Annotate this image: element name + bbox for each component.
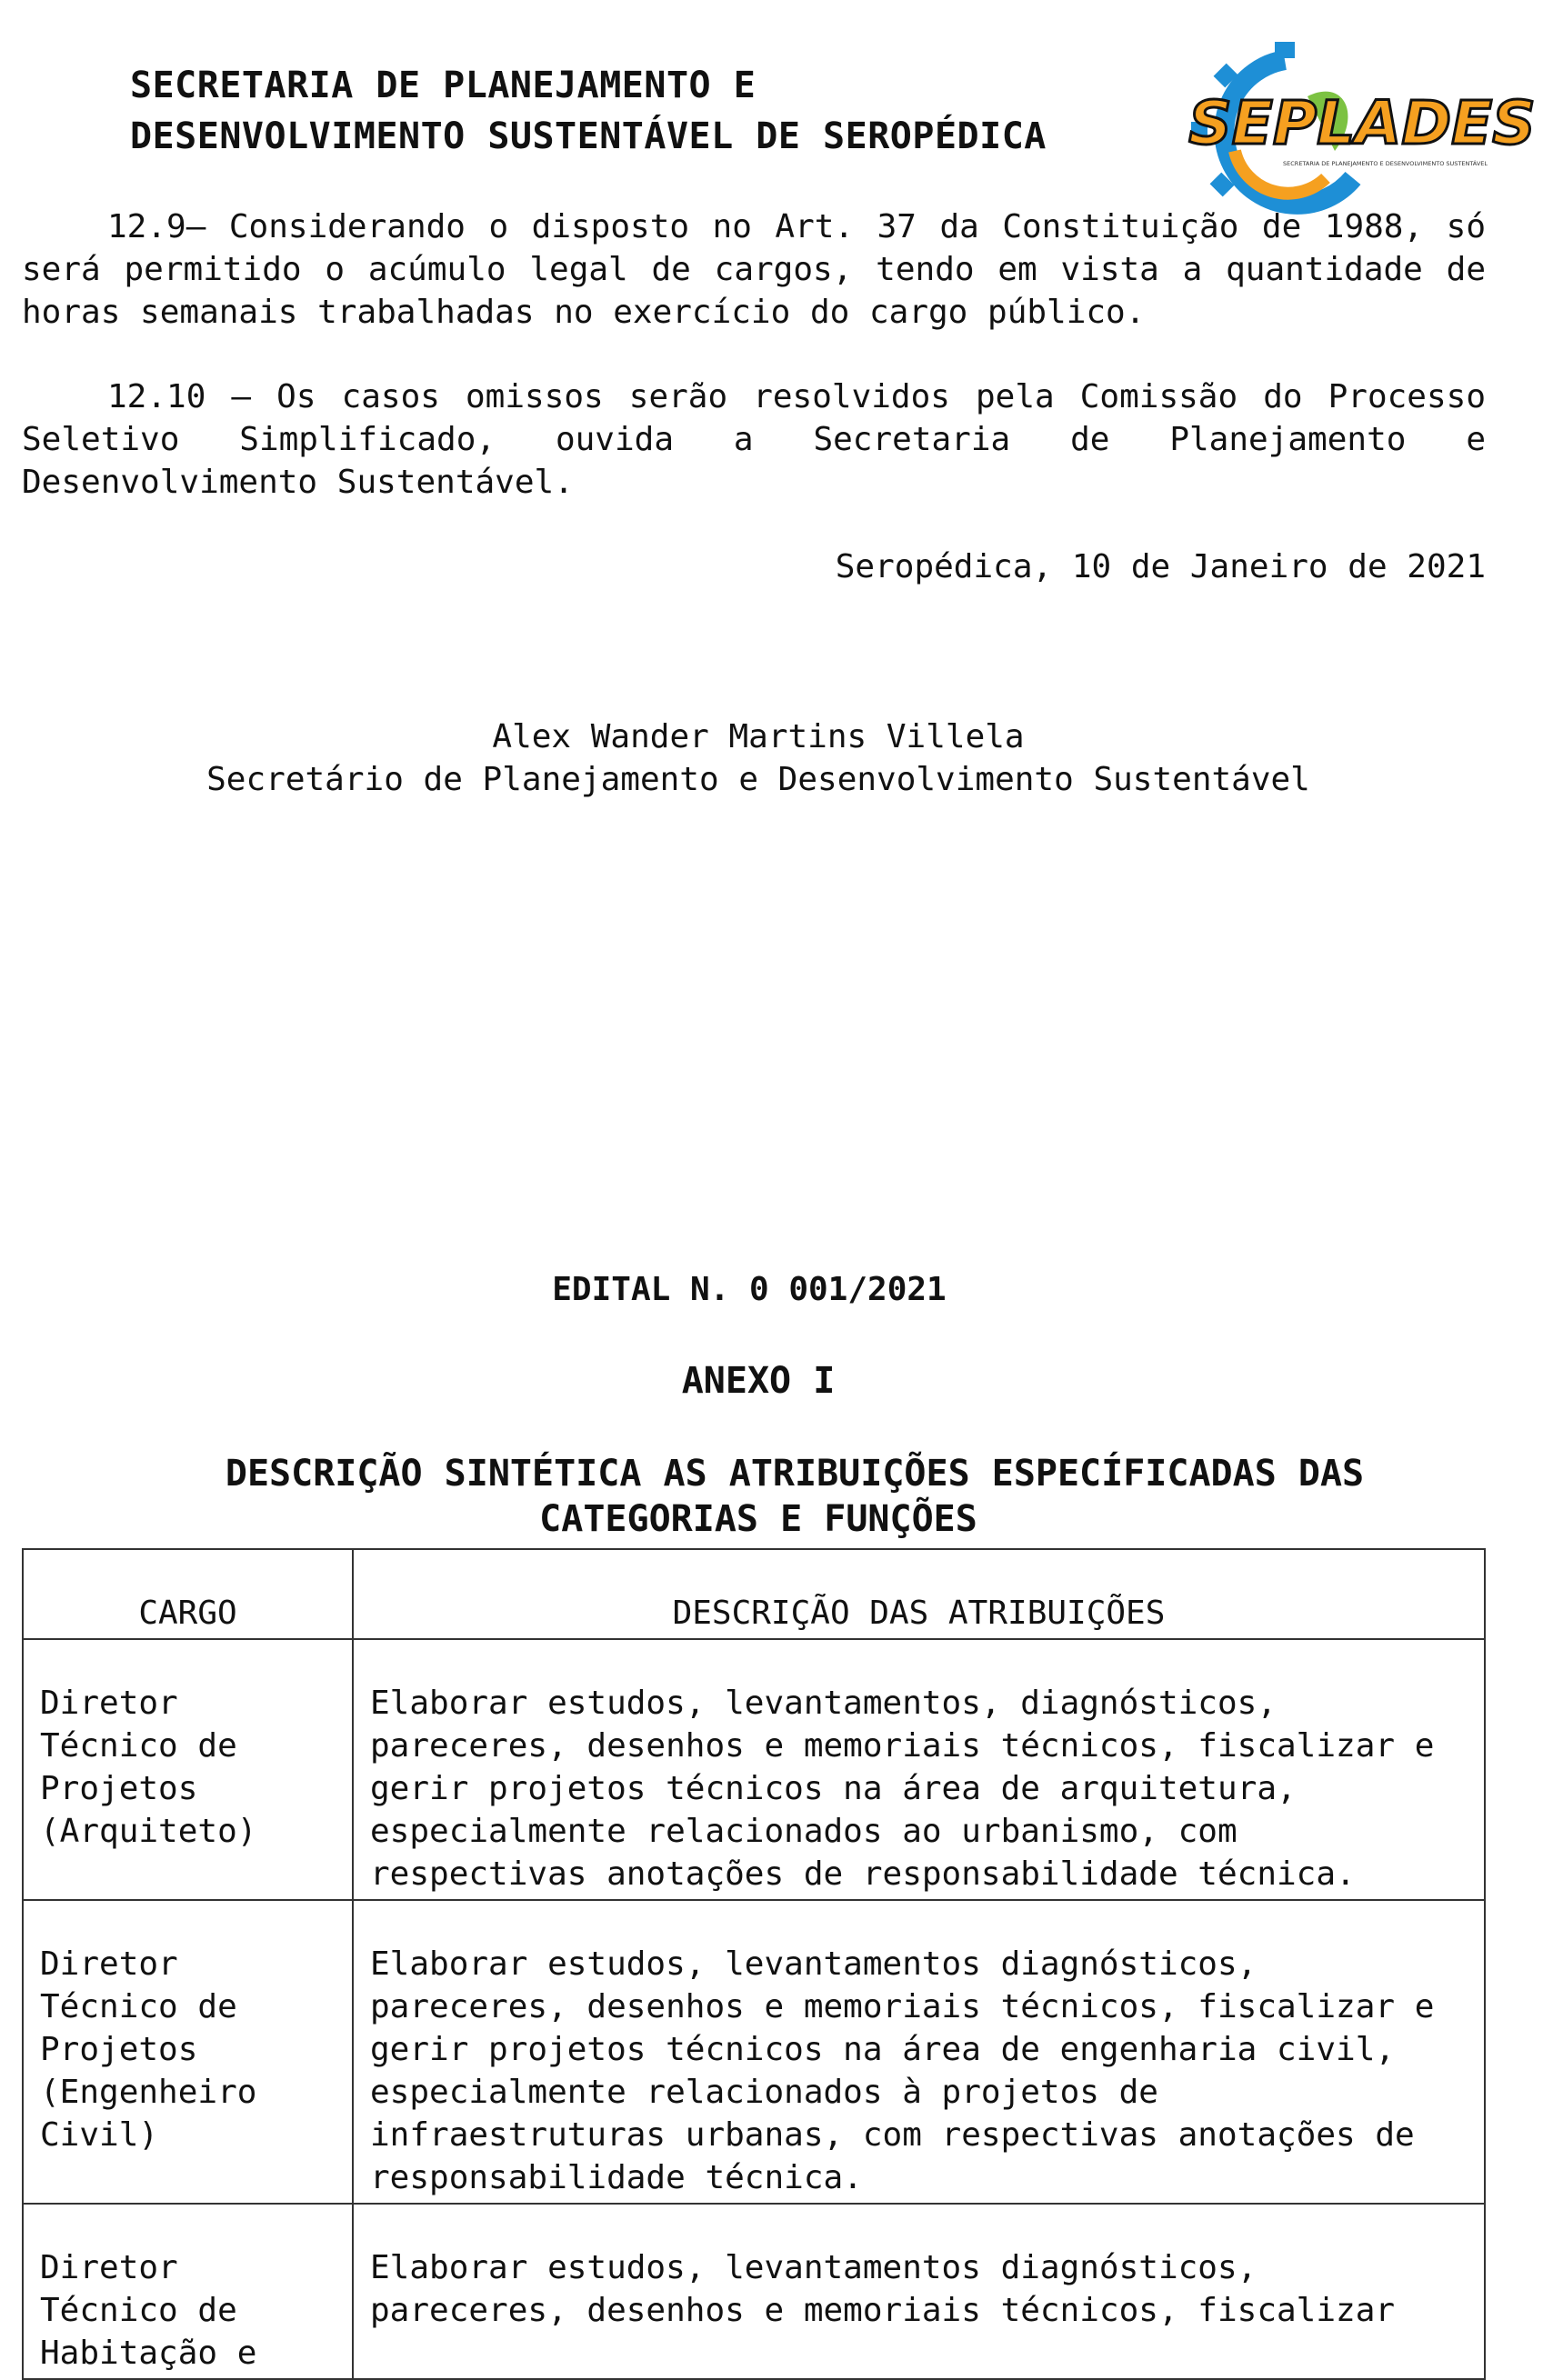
table-row [23,1639,1485,1900]
paragraph-12-10-text: 12.10 – Os casos omissos serão resolvidos pela Comissão do Processo Seletivo Simplificado, ouvida a Secretaria de Planejamento e Desenvolvimento Sustentável. [22,378,1486,501]
logo-subtext: SECRETARIA DE PLANEJAMENTO E DESENVOLVIMENTO SUSTENTÁVEL [1283,160,1488,167]
section-title-line-1: DESCRIÇÃO SINTÉTICA AS ATRIBUIÇÕES ESPECÍFICADAS DAS [225,1453,1365,1495]
seplades-logo [1180,42,1536,205]
paragraph-12-10 [22,375,1486,504]
cell-descricao: Elaborar estudos, levantamentos diagnósticos, pareceres, desenhos e memoriais técnicos, fiscalizar [353,2204,1485,2379]
signature-name: Alex Wander Martins Villela [492,718,1025,755]
date-line: Seropédica, 10 de Janeiro de 2021 [835,548,1486,585]
paragraph-12-9 [22,205,1486,334]
header-descricao: DESCRIÇÃO DAS ATRIBUIÇÕES [353,1549,1485,1639]
cell-descricao: Elaborar estudos, levantamentos, diagnósticos, pareceres, desenhos e memoriais técnicos, fiscalizar e gerir projetos técnicos na área de arquitetura, especialmente relacionados ao urbanismo, com respectivas anotações de responsabilidade técnica. [353,1639,1485,1900]
cell-cargo: Diretor Técnico de Projetos (Engenheiro Civil) [23,1900,353,2204]
logo-wordmark: SEPLADES [1188,88,1536,158]
table-header-row [23,1549,1485,1639]
header-title-line-2: DESENVOLVIMENTO SUSTENTÁVEL DE SEROPÉDICA [130,115,1047,157]
header-cargo: CARGO [23,1549,353,1639]
table-row [23,2204,1485,2379]
edital-number: EDITAL N. 0 001/2021 [552,1271,947,1308]
header-title-line-1: SECRETARIA DE PLANEJAMENTO E [130,65,756,106]
header-title [130,60,1047,162]
section-title-line-2: CATEGORIAS E FUNÇÕES [539,1498,977,1540]
paragraph-12-9-text: 12.9– Considerando o disposto no Art. 37 da Constituição de 1988, só será permitido o acúmulo legal de cargos, tendo em vista a quantidade de horas semanais trabalhadas no exercício do cargo público. [22,208,1486,331]
cell-cargo: Diretor Técnico de Habitação e [23,2204,353,2379]
table-row [23,1900,1485,2204]
cell-cargo: Diretor Técnico de Projetos (Arquiteto) [23,1639,353,1900]
atribuicoes-table [22,1548,1486,2380]
cell-descricao: Elaborar estudos, levantamentos diagnósticos, pareceres, desenhos e memoriais técnicos, fiscalizar e gerir projetos técnicos na área de engenharia civil, especialmente relacionados à projetos de infraestruturas urbanas, com respectivas anotações de responsabilidade técnica. [353,1900,1485,2204]
anexo-title: ANEXO I [681,1360,836,1402]
signature-role: Secretário de Planejamento e Desenvolvimento Sustentável [206,761,1310,798]
